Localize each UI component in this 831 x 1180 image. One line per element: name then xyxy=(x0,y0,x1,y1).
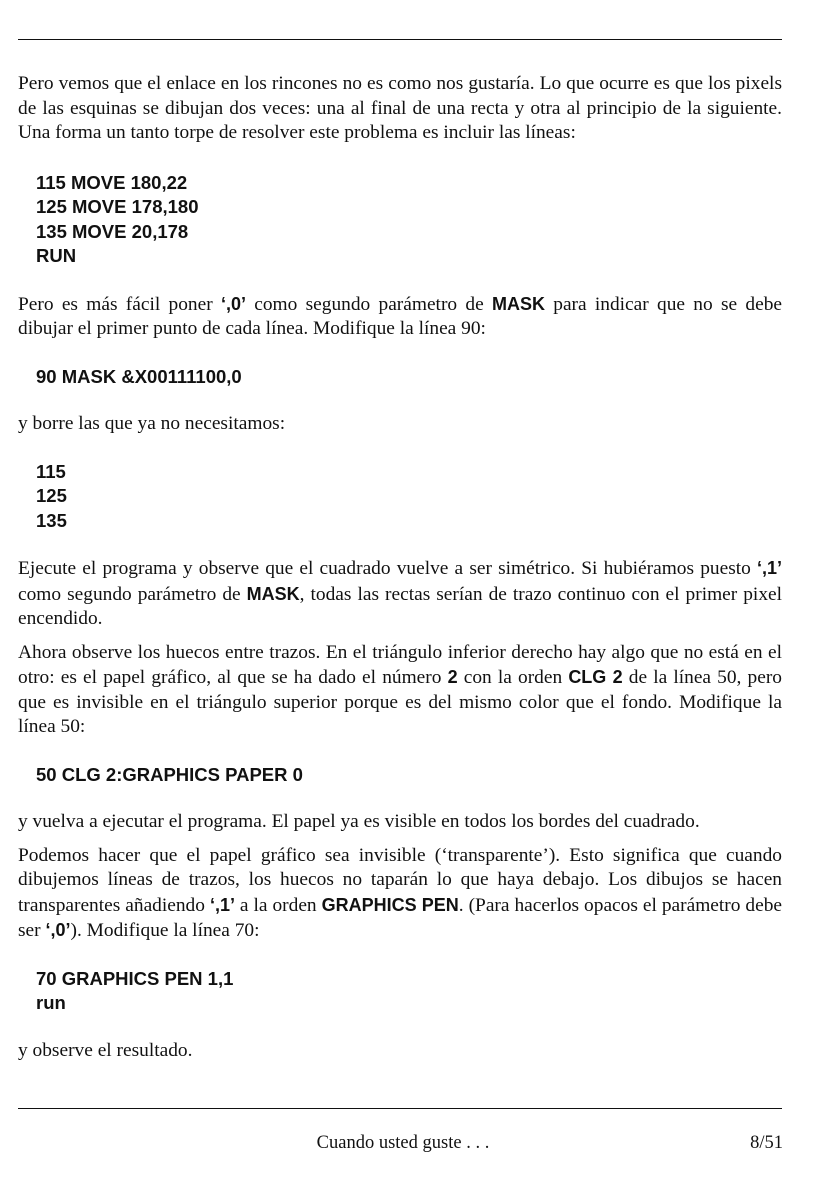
paragraph-result: y observe el resultado. xyxy=(18,1039,193,1061)
code-line: run xyxy=(36,992,66,1013)
running-footer-title: Cuando usted guste . . . xyxy=(316,1133,490,1153)
paragraph-intro: Pero vemos que el enlace en los rincones no es como nos gustaría. Lo que ocurre es que los pixels de las esquinas se dibujan dos veces: una al final de una recta y otra al principio de la siguiente. Una forma un tanto torpe de resolver este problema es incluir las líneas: xyxy=(18,73,782,143)
code-block-delete xyxy=(18,460,782,534)
code-block-clg xyxy=(18,763,782,788)
code-line: 135 MOVE 20,178 xyxy=(36,220,189,242)
page-number: 8/51 xyxy=(750,1133,783,1153)
paragraph-rerun: y vuelva a ejecutar el programa. El papel ya es visible en todos los bordes del cuadrado. xyxy=(18,811,700,832)
paragraph-symmetric: Ejecute el programa y observe que el cuadrado vuelve a ser simétrico. Si hubiéramos puesto ‘,1’ como segundo parámetro de MASK, todas las rectas serían de trazo continuo con el primer pixel encendido. xyxy=(18,558,783,629)
code-block-move xyxy=(18,171,782,269)
paragraph-mask-zero: Pero es más fácil poner ‘,0’ como segundo parámetro de MASK para indicar que no se debe dibujar el primer punto de cada línea. Modifique la línea 90: xyxy=(18,293,783,339)
code-block-mask xyxy=(18,365,782,390)
paragraph-gaps: Ahora observe los huecos entre trazos. En el triángulo inferior derecho hay algo que no está en el otro: es el papel gráfico, al que se ha dado el número 2 con la orden CLG 2 de la línea 50, pero que es invisible en el triángulo superior porque es del mismo color que el fondo. Modifique la línea 50: xyxy=(18,641,783,737)
paragraph-delete-lines: y borre las que ya no necesitamos: xyxy=(18,413,286,434)
code-line: 135 xyxy=(36,509,67,531)
code-line: 125 xyxy=(36,485,67,506)
code-line: 70 GRAPHICS PEN 1,1 xyxy=(36,967,234,989)
top-rule xyxy=(18,39,782,40)
page-body xyxy=(18,72,782,1063)
code-line: RUN xyxy=(36,245,77,266)
code-line: 90 MASK &X00111100,0 xyxy=(36,365,242,387)
code-line: 125 MOVE 178,180 xyxy=(36,196,199,217)
code-block-pen xyxy=(18,967,782,1016)
bottom-rule xyxy=(18,1108,782,1109)
code-line: 115 xyxy=(36,460,66,482)
paragraph-transparent: Podemos hacer que el papel gráfico sea invisible (‘transparente’). Esto significa que cuando dibujemos líneas de trazos, los huecos no taparán lo que haya debajo. Los dibujos se hacen transparentes añadiendo ‘,1’ a la orden GRAPHICS PEN. (Para hacerlos opacos el parámetro debe ser ‘,0’). Modifique la línea 70: xyxy=(18,844,783,941)
code-line: 115 MOVE 180,22 xyxy=(36,171,188,193)
code-line: 50 CLG 2:GRAPHICS PAPER 0 xyxy=(36,763,303,785)
